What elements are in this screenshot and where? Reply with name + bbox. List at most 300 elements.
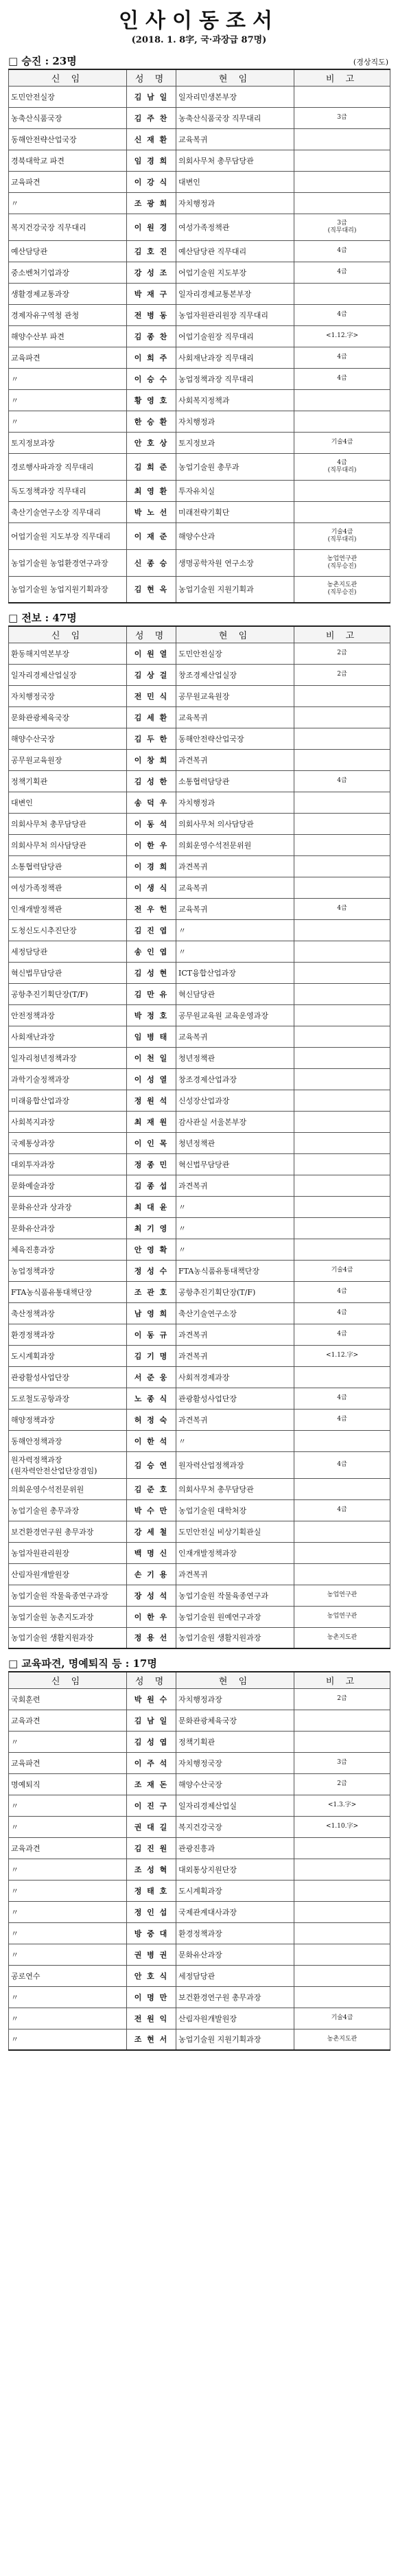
new-position-cell: 도청신도시추진단장 [9, 919, 127, 941]
new-position-cell: 문화관광체육국장 [9, 706, 127, 728]
table-row [9, 1563, 390, 1585]
current-position-cell: 원자력산업정책과장 [176, 1451, 294, 1478]
current-position-cell: 환경정책과장 [176, 1922, 294, 1944]
name-cell: 한 승 환 [127, 411, 176, 432]
table-row [9, 792, 390, 813]
new-position-cell: 〃 [9, 411, 127, 432]
new-position-cell: 복지건강국장 직무대리 [9, 214, 127, 240]
current-position-cell: 문화유산과장 [176, 1944, 294, 1965]
note-cell [294, 749, 390, 770]
table-row [9, 480, 390, 501]
name-cell: 김 남 일 [127, 86, 176, 107]
table-row [9, 1451, 390, 1478]
current-position-cell: 해양수산과 [176, 522, 294, 549]
table-row [9, 576, 390, 603]
name-cell: 김 승 연 [127, 1451, 176, 1478]
name-cell: 강 세 철 [127, 1521, 176, 1542]
new-position-cell: 농업기술원 농업지원기획과장 [9, 576, 127, 603]
new-position-cell: 공항추진기획단장(T/F) [9, 983, 127, 1004]
table-row [9, 962, 390, 983]
new-position-cell: 농축산식품국장 [9, 107, 127, 128]
note-cell [294, 1710, 390, 1731]
current-position-cell: 공무원교육원 교육운영과장 [176, 1004, 294, 1026]
name-cell: 이 한 우 [127, 834, 176, 855]
current-position-cell: 농업기술원 대학처장 [176, 1499, 294, 1521]
note-cell [294, 501, 390, 522]
name-cell: 김 만 유 [127, 983, 176, 1004]
name-cell: 김 두 한 [127, 728, 176, 749]
name-cell: 노 종 식 [127, 1388, 176, 1409]
new-position-cell: 의회운영수석전문위원 [9, 1478, 127, 1499]
new-position-cell: 〃 [9, 2029, 127, 2050]
name-cell: 최 재 원 [127, 1111, 176, 1132]
current-position-cell: 청년정책관 [176, 1132, 294, 1153]
note-cell [294, 1859, 390, 1880]
name-cell: 이 한 우 [127, 1606, 176, 1627]
new-position-cell: 산림자원개발원장 [9, 1563, 127, 1585]
name-cell: 전 우 헌 [127, 898, 176, 919]
note-cell: 농업연구관 (직무승진) [294, 549, 390, 576]
name-cell: 송 덕 우 [127, 792, 176, 813]
note-cell: 2급 [294, 643, 390, 664]
table-row [9, 1627, 390, 1648]
table-row [9, 1217, 390, 1239]
name-cell: 임 병 태 [127, 1026, 176, 1047]
name-cell: 권 병 권 [127, 1944, 176, 1965]
new-position-cell: 〃 [9, 389, 127, 411]
table-row [9, 1521, 390, 1542]
name-cell: 정 인 섭 [127, 1901, 176, 1922]
note-cell [294, 919, 390, 941]
table-row [9, 664, 390, 685]
note-cell [294, 1196, 390, 1217]
note-cell: 4급 [294, 1409, 390, 1430]
new-position-cell: 원자력정책과장 (원자력안전산업단장겸임) [9, 1451, 127, 1478]
new-position-cell: 경로행사파과장 직무대리 [9, 453, 127, 480]
section-title: □ 전보 : 47명 [8, 612, 77, 624]
current-position-cell: 교육복귀 [176, 128, 294, 150]
table-row [9, 549, 390, 576]
note-cell [294, 1563, 390, 1585]
table-row [9, 1324, 390, 1345]
note-cell [294, 877, 390, 898]
current-position-cell: 일자리민생본부장 [176, 86, 294, 107]
new-position-cell: 문화예술과장 [9, 1175, 127, 1196]
name-cell: 조 재 돈 [127, 1773, 176, 1795]
name-cell: 백 명 신 [127, 1542, 176, 1563]
name-cell: 김 주 찬 [127, 107, 176, 128]
name-cell: 전 병 동 [127, 304, 176, 325]
new-position-cell: 〃 [9, 2008, 127, 2029]
table-row [9, 389, 390, 411]
new-position-cell: 해양수산부 파견 [9, 325, 127, 347]
note-cell: 3급 [294, 1752, 390, 1773]
new-position-cell: 대변인 [9, 792, 127, 813]
name-cell: 김 남 일 [127, 1710, 176, 1731]
note-cell: <1.3.字> [294, 1795, 390, 1816]
note-cell [294, 389, 390, 411]
table-row [9, 1068, 390, 1090]
current-position-cell: 도민안전실장 [176, 643, 294, 664]
new-position-cell: 농업기술원 작물육종연구과장 [9, 1585, 127, 1606]
table-row [9, 834, 390, 855]
name-cell: 조 현 서 [127, 2029, 176, 2050]
name-cell: 정 성 수 [127, 1260, 176, 1281]
note-cell [294, 128, 390, 150]
table-row [9, 919, 390, 941]
table-row [9, 1816, 390, 1837]
new-position-cell: 농업자원관리원장 [9, 1542, 127, 1563]
new-position-cell: 어업기술원 지도부장 직무대리 [9, 522, 127, 549]
new-position-cell: 사회재난과장 [9, 1026, 127, 1047]
current-position-cell: 창조경제산업실장 [176, 664, 294, 685]
table-row [9, 1430, 390, 1451]
new-position-cell: 교육과견 [9, 1710, 127, 1731]
note-cell: <1.10.字> [294, 1816, 390, 1837]
current-position-cell: 농업기술원 원예연구과장 [176, 1606, 294, 1627]
table-row [9, 1026, 390, 1047]
new-position-cell: 환동해지역본부장 [9, 643, 127, 664]
note-cell [294, 813, 390, 834]
new-position-cell: 미래융합산업과장 [9, 1090, 127, 1111]
note-cell: 기술4급 (직무대리) [294, 522, 390, 549]
personnel-table [8, 625, 390, 1649]
table-row [9, 749, 390, 770]
current-position-cell: 사회적경제과장 [176, 1366, 294, 1388]
name-cell: 김 세 환 [127, 706, 176, 728]
note-cell: 4급 (직무대리) [294, 453, 390, 480]
current-position-cell: 토지정보과 [176, 432, 294, 453]
new-position-cell: 문화유산과장 [9, 1217, 127, 1239]
new-position-cell: 의회사무처 의사담당관 [9, 834, 127, 855]
note-cell [294, 1026, 390, 1047]
table-row [9, 501, 390, 522]
header-note: 비 고 [294, 626, 390, 643]
table-row [9, 770, 390, 792]
note-cell: 4급 [294, 770, 390, 792]
current-position-cell: 농업기술원 작물육종연구과 [176, 1585, 294, 1606]
table-row [9, 262, 390, 283]
current-position-cell: 의회사무처 총무담당관 [176, 1478, 294, 1499]
new-position-cell: 일자리청년정책과장 [9, 1047, 127, 1068]
header-row [9, 626, 390, 643]
current-position-cell: 자치행정국장 [176, 1752, 294, 1773]
note-cell: 기술4급 [294, 1260, 390, 1281]
table-row [9, 1047, 390, 1068]
name-cell: 안 호 상 [127, 432, 176, 453]
note-cell [294, 1901, 390, 1922]
new-position-cell: 〃 [9, 1986, 127, 2008]
note-cell: <1.12.字> [294, 1345, 390, 1366]
name-cell: 김 호 진 [127, 240, 176, 262]
table-row [9, 325, 390, 347]
table-row [9, 1004, 390, 1026]
current-position-cell: 어업기술원장 직무대리 [176, 325, 294, 347]
table-row [9, 171, 390, 192]
name-cell: 김 상 걸 [127, 664, 176, 685]
current-position-cell: 국제관계대사과장 [176, 1901, 294, 1922]
header-new-position: 신 임 [9, 626, 127, 643]
name-cell: 정 종 민 [127, 1153, 176, 1175]
new-position-cell: 농업기술원 생활지원과장 [9, 1627, 127, 1648]
header-current-position: 현 임 [176, 1672, 294, 1688]
new-position-cell: 체육진흥과장 [9, 1239, 127, 1260]
name-cell: 박 노 선 [127, 501, 176, 522]
table-row [9, 1281, 390, 1302]
personnel-table [8, 69, 390, 603]
note-cell: 4급 [294, 1302, 390, 1324]
current-position-cell: 축산기술연구소장 [176, 1302, 294, 1324]
current-position-cell: 과견복귀 [176, 855, 294, 877]
new-position-cell: 해양수산국장 [9, 728, 127, 749]
table-row [9, 1175, 390, 1196]
name-cell: 이 명 만 [127, 1986, 176, 2008]
name-cell: 박 원 수 [127, 1688, 176, 1710]
table-row [9, 1859, 390, 1880]
new-position-cell: 교육파견 [9, 1752, 127, 1773]
current-position-cell: 감사관실 서울본부장 [176, 1111, 294, 1132]
new-position-cell: 〃 [9, 1859, 127, 1880]
new-position-cell: 자치행정국장 [9, 685, 127, 706]
note-cell [294, 1521, 390, 1542]
note-cell [294, 1880, 390, 1901]
new-position-cell: 〃 [9, 1731, 127, 1752]
table-row [9, 150, 390, 171]
note-cell [294, 192, 390, 214]
current-position-cell: 자치행정과장 [176, 1688, 294, 1710]
header-current-position: 현 임 [176, 626, 294, 643]
name-cell: 조 광 희 [127, 192, 176, 214]
header-name: 성 명 [127, 626, 176, 643]
note-cell [294, 834, 390, 855]
name-cell: 정 원 석 [127, 1090, 176, 1111]
current-position-cell: 도민안전실 비상기획관실 [176, 1521, 294, 1542]
name-cell: 안 호 식 [127, 1965, 176, 1986]
note-cell [294, 1111, 390, 1132]
name-cell: 최 기 영 [127, 1217, 176, 1239]
new-position-cell: 예산담당관 [9, 240, 127, 262]
current-position-cell: 대외통상지원단장 [176, 1859, 294, 1880]
table-row [9, 1922, 390, 1944]
table-row [9, 1795, 390, 1816]
name-cell: 박 수 만 [127, 1499, 176, 1521]
table-row [9, 1239, 390, 1260]
name-cell: 정 태 호 [127, 1880, 176, 1901]
new-position-cell: 보건환경연구원 총무과장 [9, 1521, 127, 1542]
name-cell: 전 원 익 [127, 2008, 176, 2029]
new-position-cell: 교육파견 [9, 347, 127, 368]
header-row [9, 1672, 390, 1688]
current-position-cell: 농축산식품국장 직무대리 [176, 107, 294, 128]
new-position-cell: 경북대학교 파견 [9, 150, 127, 171]
section-3 [8, 1656, 390, 2051]
name-cell: 김 기 명 [127, 1345, 176, 1366]
current-position-cell: ICT융합산업과장 [176, 962, 294, 983]
sections-container [8, 54, 390, 2051]
current-position-cell: 복지건강국장 [176, 1816, 294, 1837]
current-position-cell: 예산담당관 직무대리 [176, 240, 294, 262]
note-cell [294, 983, 390, 1004]
note-cell [294, 86, 390, 107]
current-position-cell: 〃 [176, 1217, 294, 1239]
header-current-position: 현 임 [176, 69, 294, 86]
table-row [9, 1606, 390, 1627]
current-position-cell: 신성장산업과장 [176, 1090, 294, 1111]
section-1 [8, 54, 390, 603]
current-position-cell: 여성가족정책관 [176, 214, 294, 240]
table-row [9, 1688, 390, 1710]
new-position-cell: 농업기술원 총무과장 [9, 1499, 127, 1521]
name-cell: 김 진 엽 [127, 919, 176, 941]
section-header [8, 54, 390, 69]
current-position-cell: 농업정책과장 직무대리 [176, 368, 294, 389]
note-cell: 4급 [294, 898, 390, 919]
name-cell: 이 진 구 [127, 1795, 176, 1816]
note-cell [294, 706, 390, 728]
new-position-cell: 의회사무처 총무담당관 [9, 813, 127, 834]
table-row [9, 813, 390, 834]
current-position-cell: 〃 [176, 1430, 294, 1451]
current-position-cell: 〃 [176, 1196, 294, 1217]
new-position-cell: 과학기술정책과장 [9, 1068, 127, 1090]
table-row [9, 304, 390, 325]
document-title: 인사이동조서 [119, 9, 279, 33]
note-cell [294, 1944, 390, 1965]
new-position-cell: 혁신법무담당관 [9, 962, 127, 983]
new-position-cell: 도민안전실장 [9, 86, 127, 107]
note-cell: 4급 [294, 1388, 390, 1409]
section-title: □ 승진 : 23명 [8, 55, 77, 67]
note-cell: 4급 [294, 240, 390, 262]
note-cell [294, 480, 390, 501]
new-position-cell: 생활경제교통과장 [9, 283, 127, 304]
note-cell [294, 1430, 390, 1451]
note-cell [294, 1965, 390, 1986]
table-row [9, 1901, 390, 1922]
table-row [9, 1260, 390, 1281]
note-cell [294, 1047, 390, 1068]
section-header [8, 610, 390, 625]
new-position-cell: 중소벤처기업과장 [9, 262, 127, 283]
new-position-cell: 축산정책과장 [9, 1302, 127, 1324]
name-cell: 정 용 선 [127, 1627, 176, 1648]
name-cell: 이 강 식 [127, 171, 176, 192]
current-position-cell: 투자유치실 [176, 480, 294, 501]
table-row [9, 983, 390, 1004]
name-cell: 박 정 호 [127, 1004, 176, 1026]
table-row [9, 706, 390, 728]
table-row [9, 522, 390, 549]
current-position-cell: 생명공학자원 연구소장 [176, 549, 294, 576]
note-cell: 4급 [294, 304, 390, 325]
table-row [9, 1366, 390, 1388]
current-position-cell: 소통협력담당관 [176, 770, 294, 792]
name-cell: 이 승 수 [127, 368, 176, 389]
new-position-cell: 독도정책과장 직무대리 [9, 480, 127, 501]
name-cell: 김 희 준 [127, 453, 176, 480]
table-row [9, 1196, 390, 1217]
new-position-cell: 세정담당관 [9, 941, 127, 962]
new-position-cell: 동해안전략산업국장 [9, 128, 127, 150]
current-position-cell: 미래전략기획단 [176, 501, 294, 522]
table-row [9, 728, 390, 749]
table-row [9, 1153, 390, 1175]
new-position-cell: 사회복지과장 [9, 1111, 127, 1132]
note-cell [294, 411, 390, 432]
current-position-cell: 어업기술원 지도부장 [176, 262, 294, 283]
name-cell: 조 성 혁 [127, 1859, 176, 1880]
new-position-cell: 일자리경제산업실장 [9, 664, 127, 685]
name-cell: 방 중 대 [127, 1922, 176, 1944]
header-new-position: 신 임 [9, 1672, 127, 1688]
note-cell [294, 1132, 390, 1153]
current-position-cell: 인재개발정책과장 [176, 1542, 294, 1563]
table-row [9, 128, 390, 150]
name-cell: 권 대 길 [127, 1816, 176, 1837]
table-row [9, 941, 390, 962]
name-cell: 박 재 구 [127, 283, 176, 304]
current-position-cell: 〃 [176, 941, 294, 962]
current-position-cell: 자치행정과 [176, 192, 294, 214]
new-position-cell: 〃 [9, 1880, 127, 1901]
name-cell: 이 원 열 [127, 643, 176, 664]
table-row [9, 2029, 390, 2050]
note-cell [294, 941, 390, 962]
new-position-cell: 〃 [9, 1795, 127, 1816]
current-position-cell: 농업기술원 지원기획과장 [176, 2029, 294, 2050]
table-row [9, 1345, 390, 1366]
name-cell: 강 성 조 [127, 262, 176, 283]
note-cell [294, 1090, 390, 1111]
table-row [9, 1880, 390, 1901]
note-cell [294, 1068, 390, 1090]
note-cell [294, 283, 390, 304]
table-row [9, 1111, 390, 1132]
name-cell: 이 주 석 [127, 1752, 176, 1773]
current-position-cell: 대변인 [176, 171, 294, 192]
new-position-cell: 도시계획과장 [9, 1345, 127, 1366]
note-cell [294, 1837, 390, 1859]
table-row [9, 1388, 390, 1409]
header-note: 비 고 [294, 69, 390, 86]
current-position-cell: 의회사무처 총무담당관 [176, 150, 294, 171]
name-cell: 김 종 찬 [127, 325, 176, 347]
name-cell: 이 성 열 [127, 1068, 176, 1090]
name-cell: 이 생 식 [127, 877, 176, 898]
table-row [9, 2008, 390, 2029]
document-subtitle: (2018. 1. 8字, 국·과장급 87명) [131, 35, 267, 45]
current-position-cell: 의회사무처 의사담당관 [176, 813, 294, 834]
name-cell: 서 준 웅 [127, 1366, 176, 1388]
name-cell: 임 경 희 [127, 150, 176, 171]
new-position-cell: 인재개발정책관 [9, 898, 127, 919]
note-cell [294, 962, 390, 983]
note-cell: 3급 [294, 107, 390, 128]
current-position-cell: 자치행정과 [176, 792, 294, 813]
name-cell: 김 종 섭 [127, 1175, 176, 1196]
table-row [9, 192, 390, 214]
table-row [9, 898, 390, 919]
header-row [9, 69, 390, 86]
note-cell [294, 1542, 390, 1563]
table-row [9, 877, 390, 898]
new-position-cell: 공로연수 [9, 1965, 127, 1986]
note-cell [294, 792, 390, 813]
table-row [9, 283, 390, 304]
current-position-cell: 교육복귀 [176, 706, 294, 728]
current-position-cell: 과견복귀 [176, 749, 294, 770]
section-note: (경상직도) [353, 58, 388, 67]
